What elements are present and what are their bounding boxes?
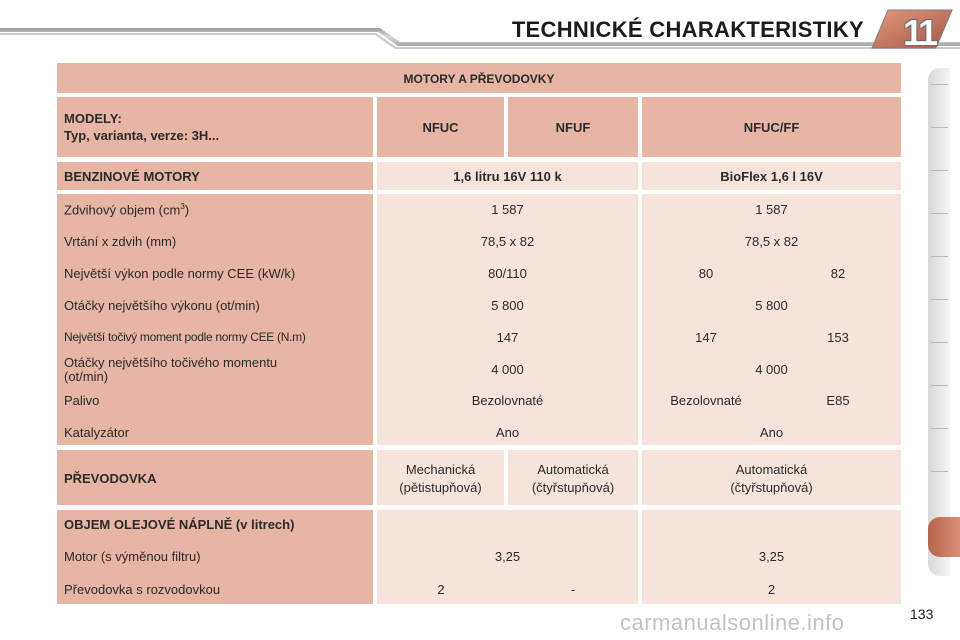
spec-label: Vrtání x zdvih (mm)	[64, 234, 177, 249]
gearbox-type: Automatická	[735, 462, 808, 477]
engine-name: 1,6 litru 16V 110 k	[453, 169, 562, 184]
spec-value: 78,5 x 82	[744, 234, 799, 249]
model-name: NFUF	[555, 120, 591, 135]
table-title-cell	[57, 63, 901, 93]
spec-label: Největší výkon podle normy CEE (kW/k)	[64, 266, 296, 281]
oil-labels-cell	[57, 510, 373, 604]
model-cell	[642, 97, 901, 157]
tab-divider	[931, 299, 948, 300]
spec-values-col-1	[377, 194, 638, 445]
spec-value: 80	[698, 266, 714, 281]
spec-value: 147	[496, 330, 519, 345]
engine-section-cell	[57, 162, 373, 190]
table-title: MOTORY A PŘEVODOVKY	[403, 72, 555, 86]
model-name: NFUC	[422, 120, 459, 135]
spec-label: Největší točivý moment podle normy CEE (N.m)	[64, 330, 306, 344]
spec-label: Zdvihový objem $(cm^3)$	[64, 202, 190, 218]
models-sublabel: Typ, varianta, verze: 3H...	[64, 128, 220, 143]
spec-value: 4 000	[491, 362, 524, 377]
engine-cell	[377, 162, 638, 190]
oil-values-col-1	[377, 510, 638, 604]
tab-divider	[931, 428, 948, 429]
oil-section-label: OBJEM OLEJOVÉ NÁPLNĚ (v litrech)	[64, 517, 295, 532]
chapter-tab-strip	[928, 68, 950, 576]
oil-value: -	[570, 582, 576, 597]
spec-value: 147	[695, 330, 717, 345]
spec-value: 82	[830, 266, 846, 281]
spec-value: 78,5 x 82	[480, 234, 535, 249]
tab-divider	[931, 84, 948, 85]
engine-section-label: BENZINOVÉ MOTORY	[64, 169, 200, 184]
oil-value: 3,25	[758, 549, 785, 564]
active-chapter-tab[interactable]	[928, 517, 960, 557]
tab-divider	[931, 385, 948, 386]
spec-label: Katalyzátor	[64, 425, 130, 440]
oil-label: Převodovka s rozvodovkou	[64, 582, 221, 597]
page-header	[0, 0, 960, 58]
gearbox-cell	[642, 450, 901, 505]
oil-value: 2	[767, 582, 776, 597]
model-cell	[377, 97, 504, 157]
page-title: TECHNICKÉ CHARAKTERISTIKY	[511, 17, 864, 42]
gearbox-label: PŘEVODOVKA	[64, 471, 157, 486]
spec-value: 5 800	[491, 298, 524, 313]
models-label: MODELY:	[64, 111, 122, 126]
oil-label: Motor (s výměnou filtru)	[64, 549, 201, 564]
models-label-cell	[57, 97, 373, 157]
engine-cell	[642, 162, 901, 190]
gearbox-cell	[508, 450, 638, 505]
spec-label: Otáčky největšího výkonu (ot/min)	[64, 298, 260, 313]
spec-label: (ot/min)	[64, 369, 109, 384]
gearbox-gears: (pětistupňová)	[399, 480, 482, 495]
gearbox-cell	[377, 450, 504, 505]
oil-values-col-2	[642, 510, 901, 604]
spec-value: Ano	[495, 425, 520, 440]
tab-divider	[931, 170, 948, 171]
spec-value: 1 587	[755, 202, 788, 217]
gearbox-label-cell	[57, 450, 373, 505]
spec-label: Palivo	[64, 393, 100, 408]
spec-value: 80/110	[488, 266, 527, 281]
spec-value: Bezolovnaté	[471, 393, 544, 408]
watermark: carmanualsonline.info	[620, 610, 845, 635]
spec-labels-cell	[57, 194, 373, 445]
oil-value: 2	[437, 582, 445, 597]
spec-value: E85	[826, 393, 850, 408]
model-name: NFUC/FF	[743, 120, 800, 135]
oil-value: 3,25	[494, 549, 521, 564]
tab-divider	[931, 342, 948, 343]
tab-divider	[931, 256, 948, 257]
spec-label: Otáčky největšího točivého momentu	[64, 355, 278, 370]
spec-values-col-2	[642, 194, 901, 445]
spec-value: 153	[827, 330, 849, 345]
spec-value: 4 000	[755, 362, 788, 377]
tab-divider	[931, 127, 948, 128]
spec-value: 5 800	[755, 298, 788, 313]
gearbox-type: Automatická	[537, 462, 609, 477]
page-number: 133	[910, 606, 934, 622]
spec-value: Ano	[759, 425, 784, 440]
model-cell	[508, 97, 638, 157]
tab-divider	[931, 213, 948, 214]
spec-value: 1 587	[491, 202, 524, 217]
gearbox-type: Mechanická	[405, 462, 476, 477]
engine-name: BioFlex 1,6 l 16V	[720, 169, 823, 184]
spec-value: Bezolovnaté	[670, 393, 742, 408]
chapter-number: 11	[902, 12, 936, 53]
tab-divider	[931, 471, 948, 472]
gearbox-gears: (čtyřstupňová)	[531, 480, 615, 495]
gearbox-gears: (čtyřstupňová)	[730, 480, 813, 495]
